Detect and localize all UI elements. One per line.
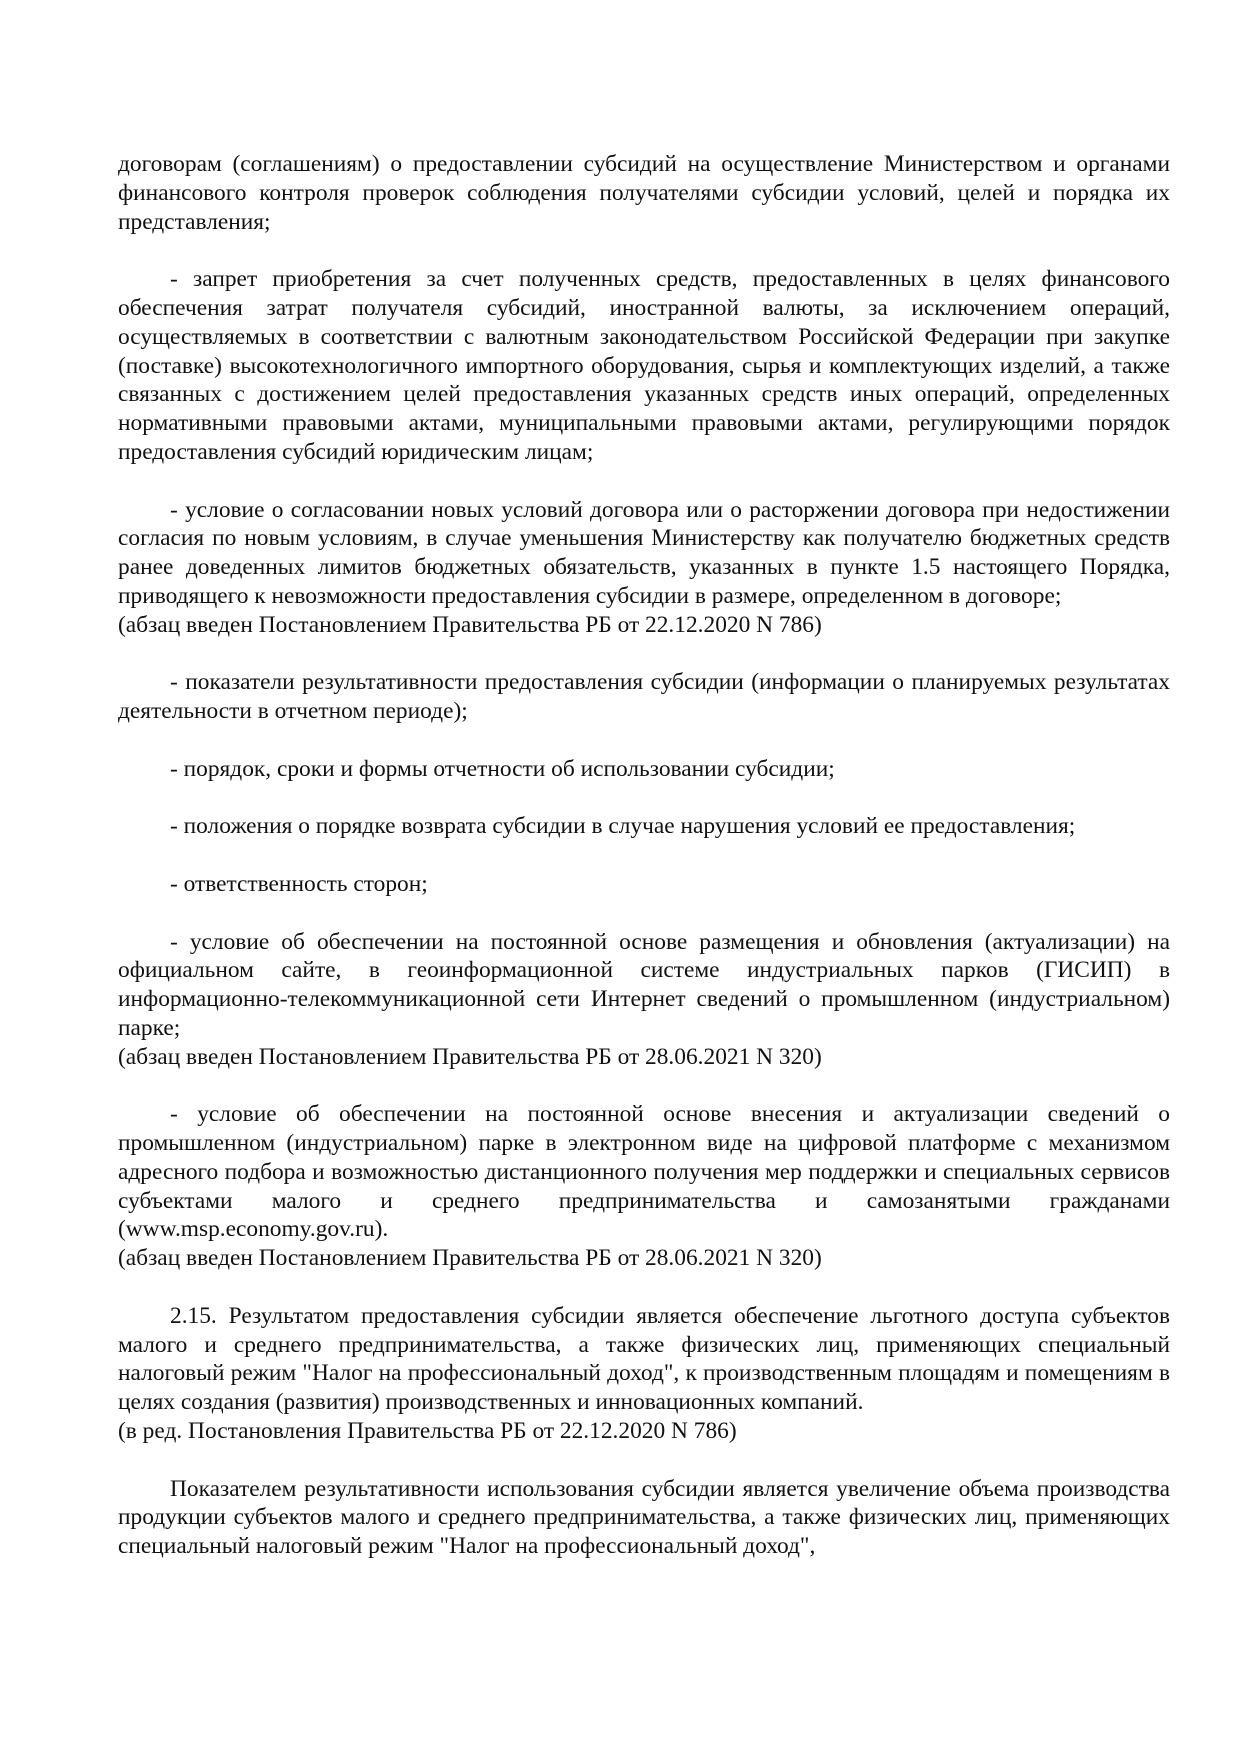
- document-page: [118, 150, 1170, 1590]
- paragraph-contracts-control: договорам (соглашениям) о предоставлении субсидий на осуществление Министерством и органами финансового контроля проверок соблюдения получателями субсидии условий, целей и порядка их представления;: [118, 151, 1170, 235]
- amendment-note: (абзац введен Постановлением Правительства РБ от 28.06.2021 N 320): [118, 1245, 822, 1272]
- amendment-note: (абзац введен Постановлением Правительства РБ от 28.06.2021 N 320): [118, 1043, 822, 1070]
- paragraph-reporting: - порядок, сроки и формы отчетности об использовании субсидии;: [170, 755, 835, 782]
- amendment-note: (в ред. Постановления Правительства РБ от 22.12.2020 N 786): [118, 1418, 737, 1445]
- paragraph-liability: - ответственность сторон;: [170, 870, 428, 897]
- paragraph-performance-metric: Показателем результативности использования субсидии является увеличение объема производства продукции субъектов малого и среднего предпринимательства, а также физических лиц, применяющих специальный налоговый режим "Налог на профессиональный доход",: [118, 1475, 1170, 1560]
- paragraph-2-15-result: 2.15. Результатом предоставления субсидии является обеспечение льготного доступа субъектов малого и среднего предпринимательства, а также физических лиц, применяющих специальный налоговый режим "Налог на профессиональный доход", к производственным площадям и помещениям в целях создания (развития) производственных и инновационных компаний.: [118, 1302, 1170, 1416]
- paragraph-performance-indicators: - показатели результативности предоставления субсидии (информации о планируемых результатах деятельности в отчетном периоде);: [118, 669, 1170, 725]
- amendment-note: (абзац введен Постановлением Правительства РБ от 22.12.2020 N 786): [118, 611, 822, 638]
- paragraph-new-conditions: - условие о согласовании новых условий договора или о расторжении договора при недостижении согласия по новым условиям, в случае уменьшения Министерству как получателю бюджетных средств ранее доведенных лимитов бюджетных обязательств, указанных в пункте 1.5 настоящего Порядка, приводящего к невозможности предоставления субсидии в размере, определенном в договоре;: [118, 496, 1170, 609]
- paragraph-refund: - положения о порядке возврата субсидии в случае нарушения условий ее предоставления;: [170, 813, 1076, 840]
- paragraph-msp-platform: - условие об обеспечении на постоянной основе внесения и актуализации сведений о промышленном (индустриальном) парке в электронном виде на цифровой платформе с механизмом адресного подбора и возможностью дистанционного получения мер поддержки и специальных сервисов субъектами малого и среднего предпринимательства и самозанятыми гражданами (www.msp.economy.gov.ru).: [118, 1101, 1170, 1243]
- paragraph-gisip: - условие об обеспечении на постоянной основе размещения и обновления (актуализации) на официальном сайте, в геоинформационной системе индустриальных парков (ГИСИП) в информационно-телекоммуникационной сети Интернет сведений о промышленном (индустриальном) парке;: [118, 928, 1170, 1041]
- paragraph-currency-ban: - запрет приобретения за счет полученных средств, предоставленных в целях финансового обеспечения затрат получателя субсидий, иностранной валюты, за исключением операций, осуществляемых в соответствии с валютным законодательством Российской Федерации при закупке (поставке) высокотехнологичного импортного оборудования, сырья и комплектующих изделий, а также связанных с достижением целей предоставления указанных средств иных операций, определенных нормативными правовыми актами, муниципальными правовыми актами, регулирующими порядок предоставления субсидий юридическим лицам;: [118, 266, 1170, 465]
